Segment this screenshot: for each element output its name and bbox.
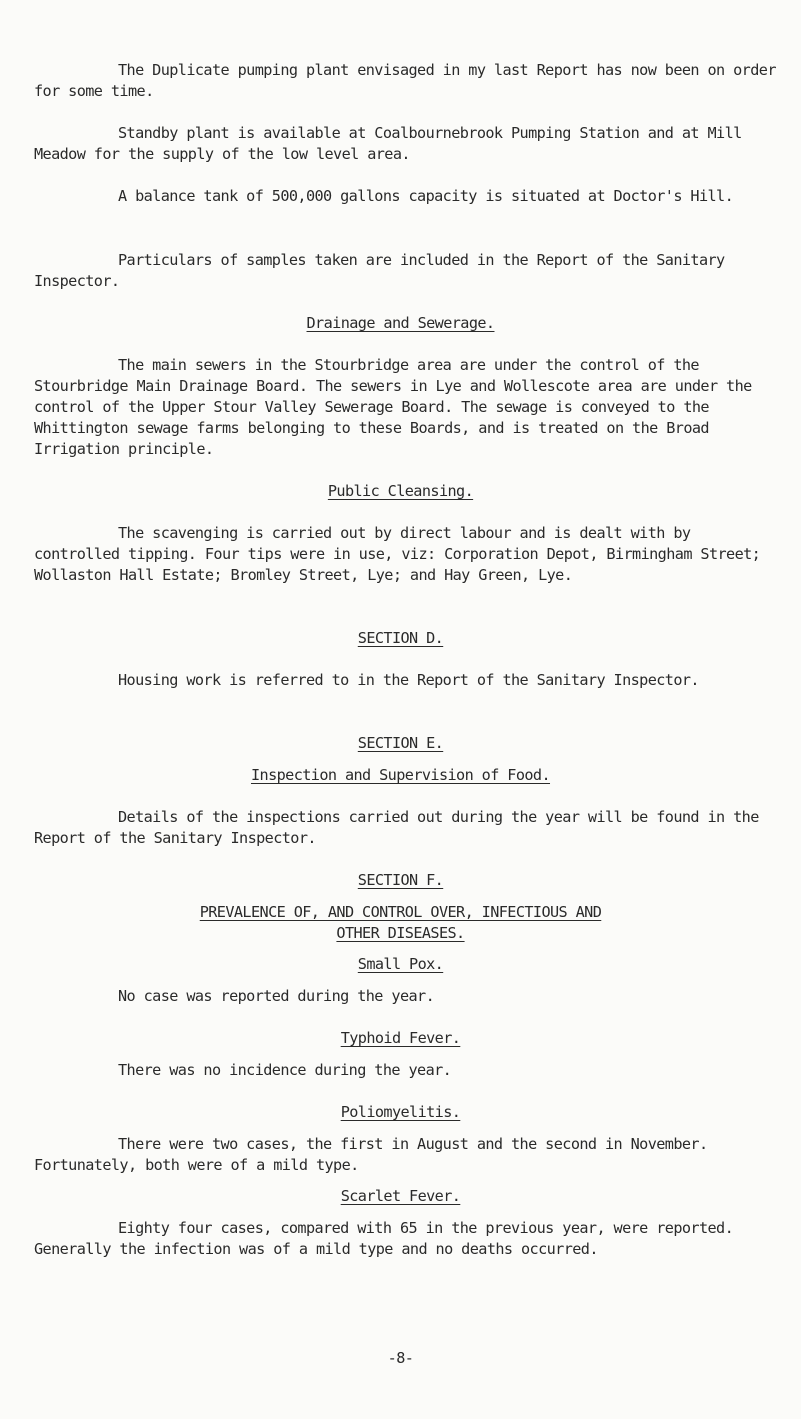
heading-small-pox: Small Pox. [357, 955, 444, 973]
paragraph-sewers: The main sewers in the Stourbridge area are under the control of the Stourbridge Main Drainage Board. The sewers in Lye and Wollescote area are under the control of the Upper Stour Valley Sewerage Board. The sewage is conveyed to the Whittington sewage farms belonging to these Boards, and is treated on the Broad Irrigation principle. [34, 356, 752, 458]
paragraph-small-pox: No case was reported during the year. [118, 987, 435, 1005]
heading-section-e: SECTION E. [357, 734, 444, 752]
heading-scarlet-fever: Scarlet Fever. [340, 1187, 461, 1205]
paragraph-housing: Housing work is referred to in the Report of the Sanitary Inspector. [118, 671, 699, 689]
heading-inspection-food: Inspection and Supervision of Food. [250, 766, 551, 784]
paragraph-poliomyelitis: There were two cases, the first in August and the second in November. Fortunately, both were of a mild type. [34, 1135, 708, 1174]
paragraph-scarlet-fever: Eighty four cases, compared with 65 in the previous year, were reported. Generally the infection was of a mild type and no deaths occurred. [34, 1219, 734, 1258]
heading-prevalence-line1: PREVALENCE OF, AND CONTROL OVER, INFECTIOUS AND [199, 903, 602, 921]
paragraph-balance-tank: A balance tank of 500,000 gallons capacity is situated at Doctor's Hill. [118, 187, 734, 205]
paragraph-samples: Particulars of samples taken are included in the Report of the Sanitary Inspector. [34, 251, 725, 290]
paragraph-standby-plant: Standby plant is available at Coalbournebrook Pumping Station and at Mill Meadow for the supply of the low level area. [34, 124, 742, 163]
paragraph-scavenging: The scavenging is carried out by direct labour and is dealt with by controlled tipping. Four tips were in use, viz: Corporation Depot, Birmingham Street; Wollaston Hall Estate; Bromley Street, Lye; and Hay Green, Lye. [34, 524, 761, 584]
paragraph-duplicate-pumping: The Duplicate pumping plant envisaged in my last Report has now been on order for some time. [34, 61, 776, 100]
paragraph-inspection-details: Details of the inspections carried out during the year will be found in the Report of the Sanitary Inspector. [34, 808, 759, 847]
heading-section-f: SECTION F. [357, 871, 444, 889]
heading-poliomyelitis: Poliomyelitis. [340, 1103, 461, 1121]
heading-public-cleansing: Public Cleansing. [327, 482, 474, 500]
heading-typhoid-fever: Typhoid Fever. [340, 1029, 461, 1047]
heading-prevalence-line2: OTHER DISEASES. [336, 924, 465, 942]
heading-drainage-sewerage: Drainage and Sewerage. [306, 314, 495, 332]
page-number: -8- [387, 1349, 414, 1367]
heading-section-d: SECTION D. [357, 629, 444, 647]
paragraph-typhoid: There was no incidence during the year. [118, 1061, 452, 1079]
